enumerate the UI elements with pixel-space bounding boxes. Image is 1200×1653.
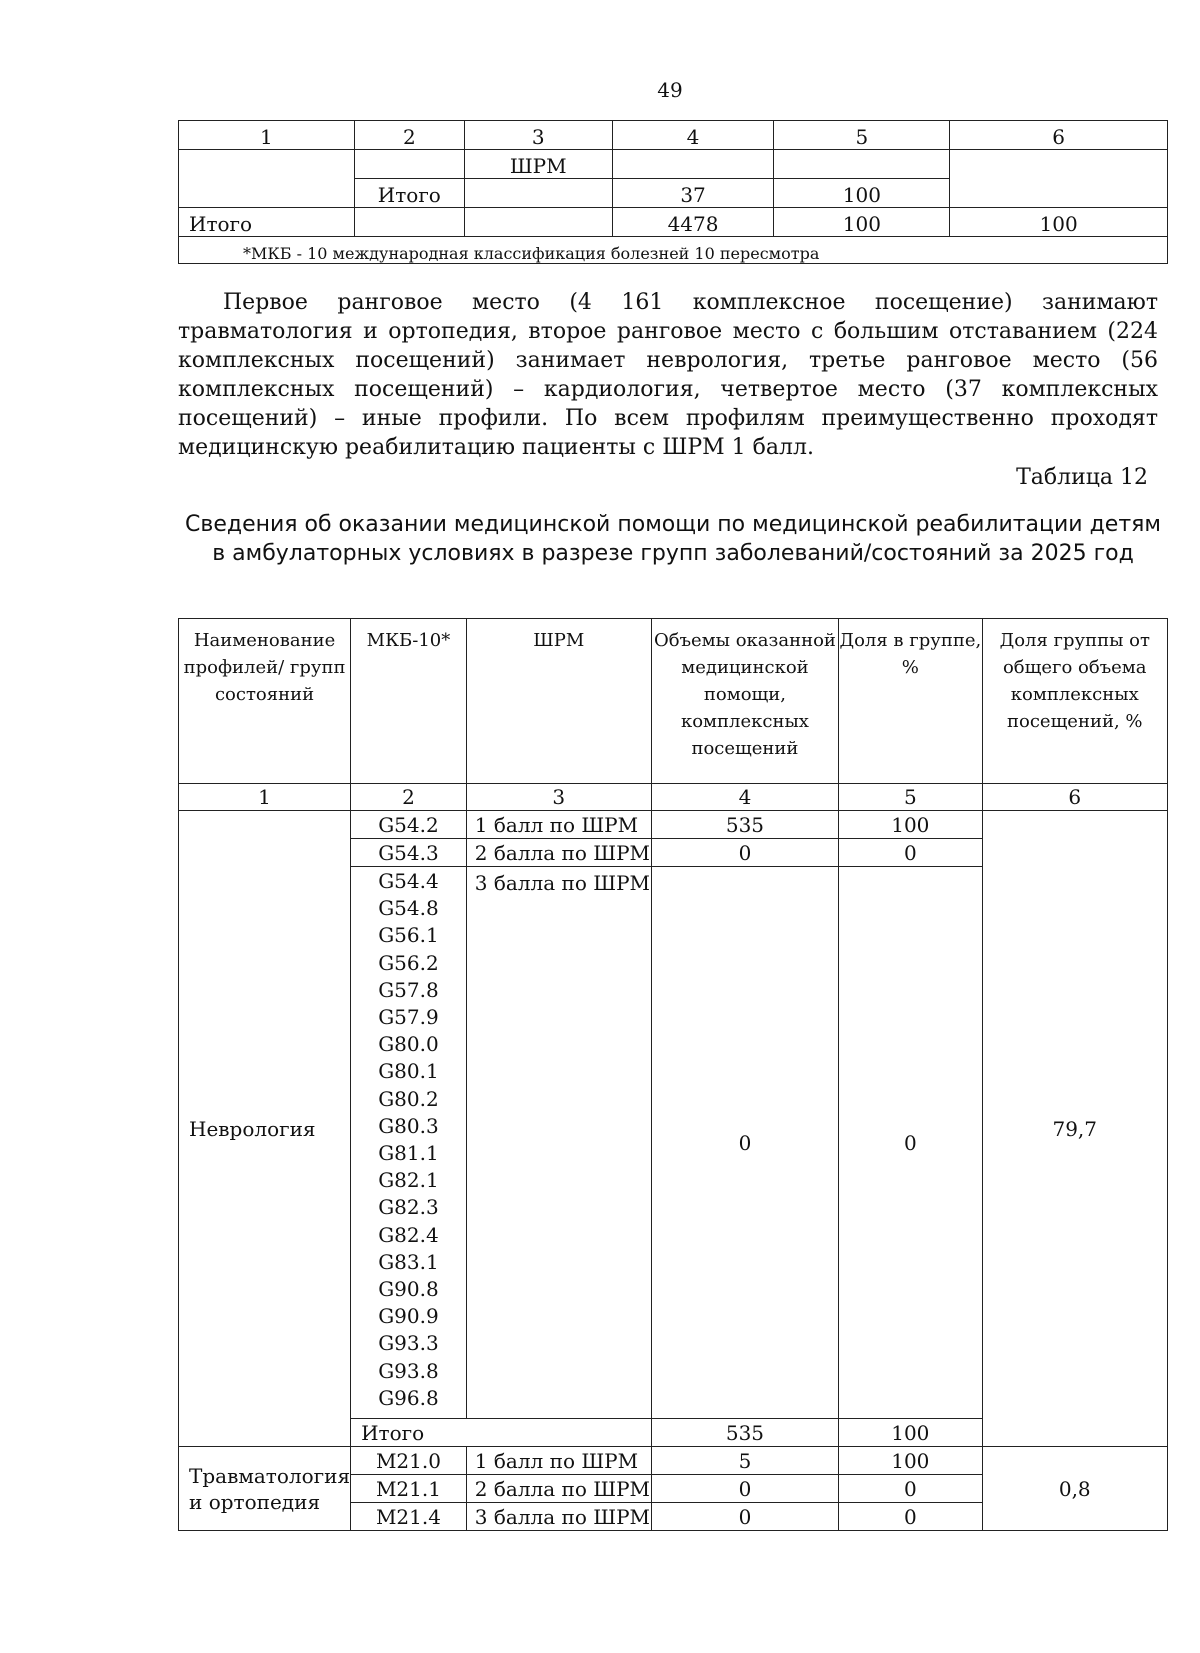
group-share: 0,8: [982, 1447, 1168, 1531]
table-cell: [464, 179, 612, 208]
subtotal-share: 100: [774, 179, 950, 208]
shrm-level: 2 балла по ШРМ: [466, 1475, 651, 1503]
col-number: 6: [950, 121, 1168, 150]
shrm-level: 1 балл по ШРМ: [466, 1447, 651, 1475]
share: 0: [839, 1503, 982, 1531]
share: 100: [839, 811, 982, 839]
profile-name: Травматология и ортопедия: [179, 1447, 351, 1531]
col-number: 3: [464, 121, 612, 150]
table-cell: [612, 150, 774, 179]
table-row: [179, 150, 1168, 179]
volume: 0: [651, 1475, 838, 1503]
share: 100: [839, 1447, 982, 1475]
table-title: Сведения об оказании медицинской помощи по медицинской реабилитации детям в амбулаторных условиях в разрезе групп заболеваний/состояний за 2025 год: [185, 512, 1161, 566]
table-cell: [354, 208, 464, 237]
col-number: 4: [612, 121, 774, 150]
share: 0: [839, 867, 982, 1419]
table-cell: [464, 208, 612, 237]
volume: 0: [651, 867, 838, 1419]
table-row: [179, 811, 1168, 839]
body-paragraph: Первое ранговое место (4 161 комплексное посещение) занимают травматология и ортопедия, второе ранговое место с большим отставанием (224 комплексных посещений) занимает неврология, третье ранговое место (56 комплексных посещений) – кардиология, четвертое место (37 комплексных посещений) – иные профили. По всем профилям преимущественно проходят медицинскую реабилитацию пациенты с ШРМ 1 балл.: [178, 290, 1158, 460]
subtotal-label: Итого: [354, 179, 464, 208]
table-header-row: [179, 619, 1168, 784]
header-icd: МКБ-10*: [351, 619, 467, 784]
icd-code: M21.1: [351, 1475, 467, 1503]
col-number: 2: [351, 784, 467, 811]
shrm-level: 3 балла по ШРМ: [466, 1503, 651, 1531]
header-profile: Наименование профилей/ групп состояний: [179, 619, 351, 784]
col-number: 4: [651, 784, 838, 811]
table-header-row: [179, 121, 1168, 150]
header-group-share: Доля группы от общего объема комплексных посещений, %: [982, 619, 1168, 784]
header-shrm: ШРМ: [466, 619, 651, 784]
subtotal-volume: 535: [651, 1419, 838, 1447]
table-cell: [950, 150, 1168, 208]
icd-code: M21.4: [351, 1503, 467, 1531]
col-number: 1: [179, 784, 351, 811]
shrm-level: 1 балл по ШРМ: [466, 811, 651, 839]
profile-name: Неврология: [179, 811, 351, 1447]
page-number: 49: [657, 78, 683, 102]
col-number: 3: [466, 784, 651, 811]
table-row: [179, 237, 1168, 264]
share: 0: [839, 839, 982, 867]
subtotal-share: 100: [839, 1419, 982, 1447]
col-number: 2: [354, 121, 464, 150]
icd-code: G54.2: [351, 811, 467, 839]
table-cell: [354, 150, 464, 179]
share: 0: [839, 1475, 982, 1503]
table-cell: [179, 150, 355, 208]
icd-code: G54.3: [351, 839, 467, 867]
volume: 0: [651, 839, 838, 867]
subtotal-volume: 37: [612, 179, 774, 208]
icd-code-list: G54.4 G54.8 G56.1 G56.2 G57.8 G57.9 G80.0 G80.1 G80.2 G80.3 G81.1 G82.1 G82.3 G82.4 G83.1 G90.8 G90.9 G93.3 G93.8 G96.8: [351, 867, 467, 1419]
rehabilitation-table: [178, 618, 1168, 1531]
icd-code: M21.0: [351, 1447, 467, 1475]
shrm-level: 3 балла по ШРМ: [466, 867, 651, 1419]
shrm-level: 2 балла по ШРМ: [466, 839, 651, 867]
column-numbers-row: [179, 784, 1168, 811]
col-number: 5: [839, 784, 982, 811]
col-number: 1: [179, 121, 355, 150]
table-row: [179, 208, 1168, 237]
volume: 0: [651, 1503, 838, 1531]
table-cell: [774, 150, 950, 179]
header-volume: Объемы оказанной медицинской помощи, комплексных посещений: [651, 619, 838, 784]
shrm-cell: ШРМ: [464, 150, 612, 179]
volume: 5: [651, 1447, 838, 1475]
group-share: 79,7: [982, 811, 1168, 1447]
subtotal-label: Итого: [351, 1419, 652, 1447]
total-group-share: 100: [950, 208, 1168, 237]
table-continuation: [178, 120, 1168, 264]
table-label: Таблица 12: [1016, 465, 1148, 490]
col-number: 6: [982, 784, 1168, 811]
table-row: [179, 1447, 1168, 1475]
total-share: 100: [774, 208, 950, 237]
total-label: Итого: [179, 208, 355, 237]
footnote: *МКБ - 10 международная классификация болезней 10 пересмотра: [179, 237, 1168, 264]
header-share: Доля в группе, %: [839, 619, 982, 784]
total-volume: 4478: [612, 208, 774, 237]
volume: 535: [651, 811, 838, 839]
col-number: 5: [774, 121, 950, 150]
